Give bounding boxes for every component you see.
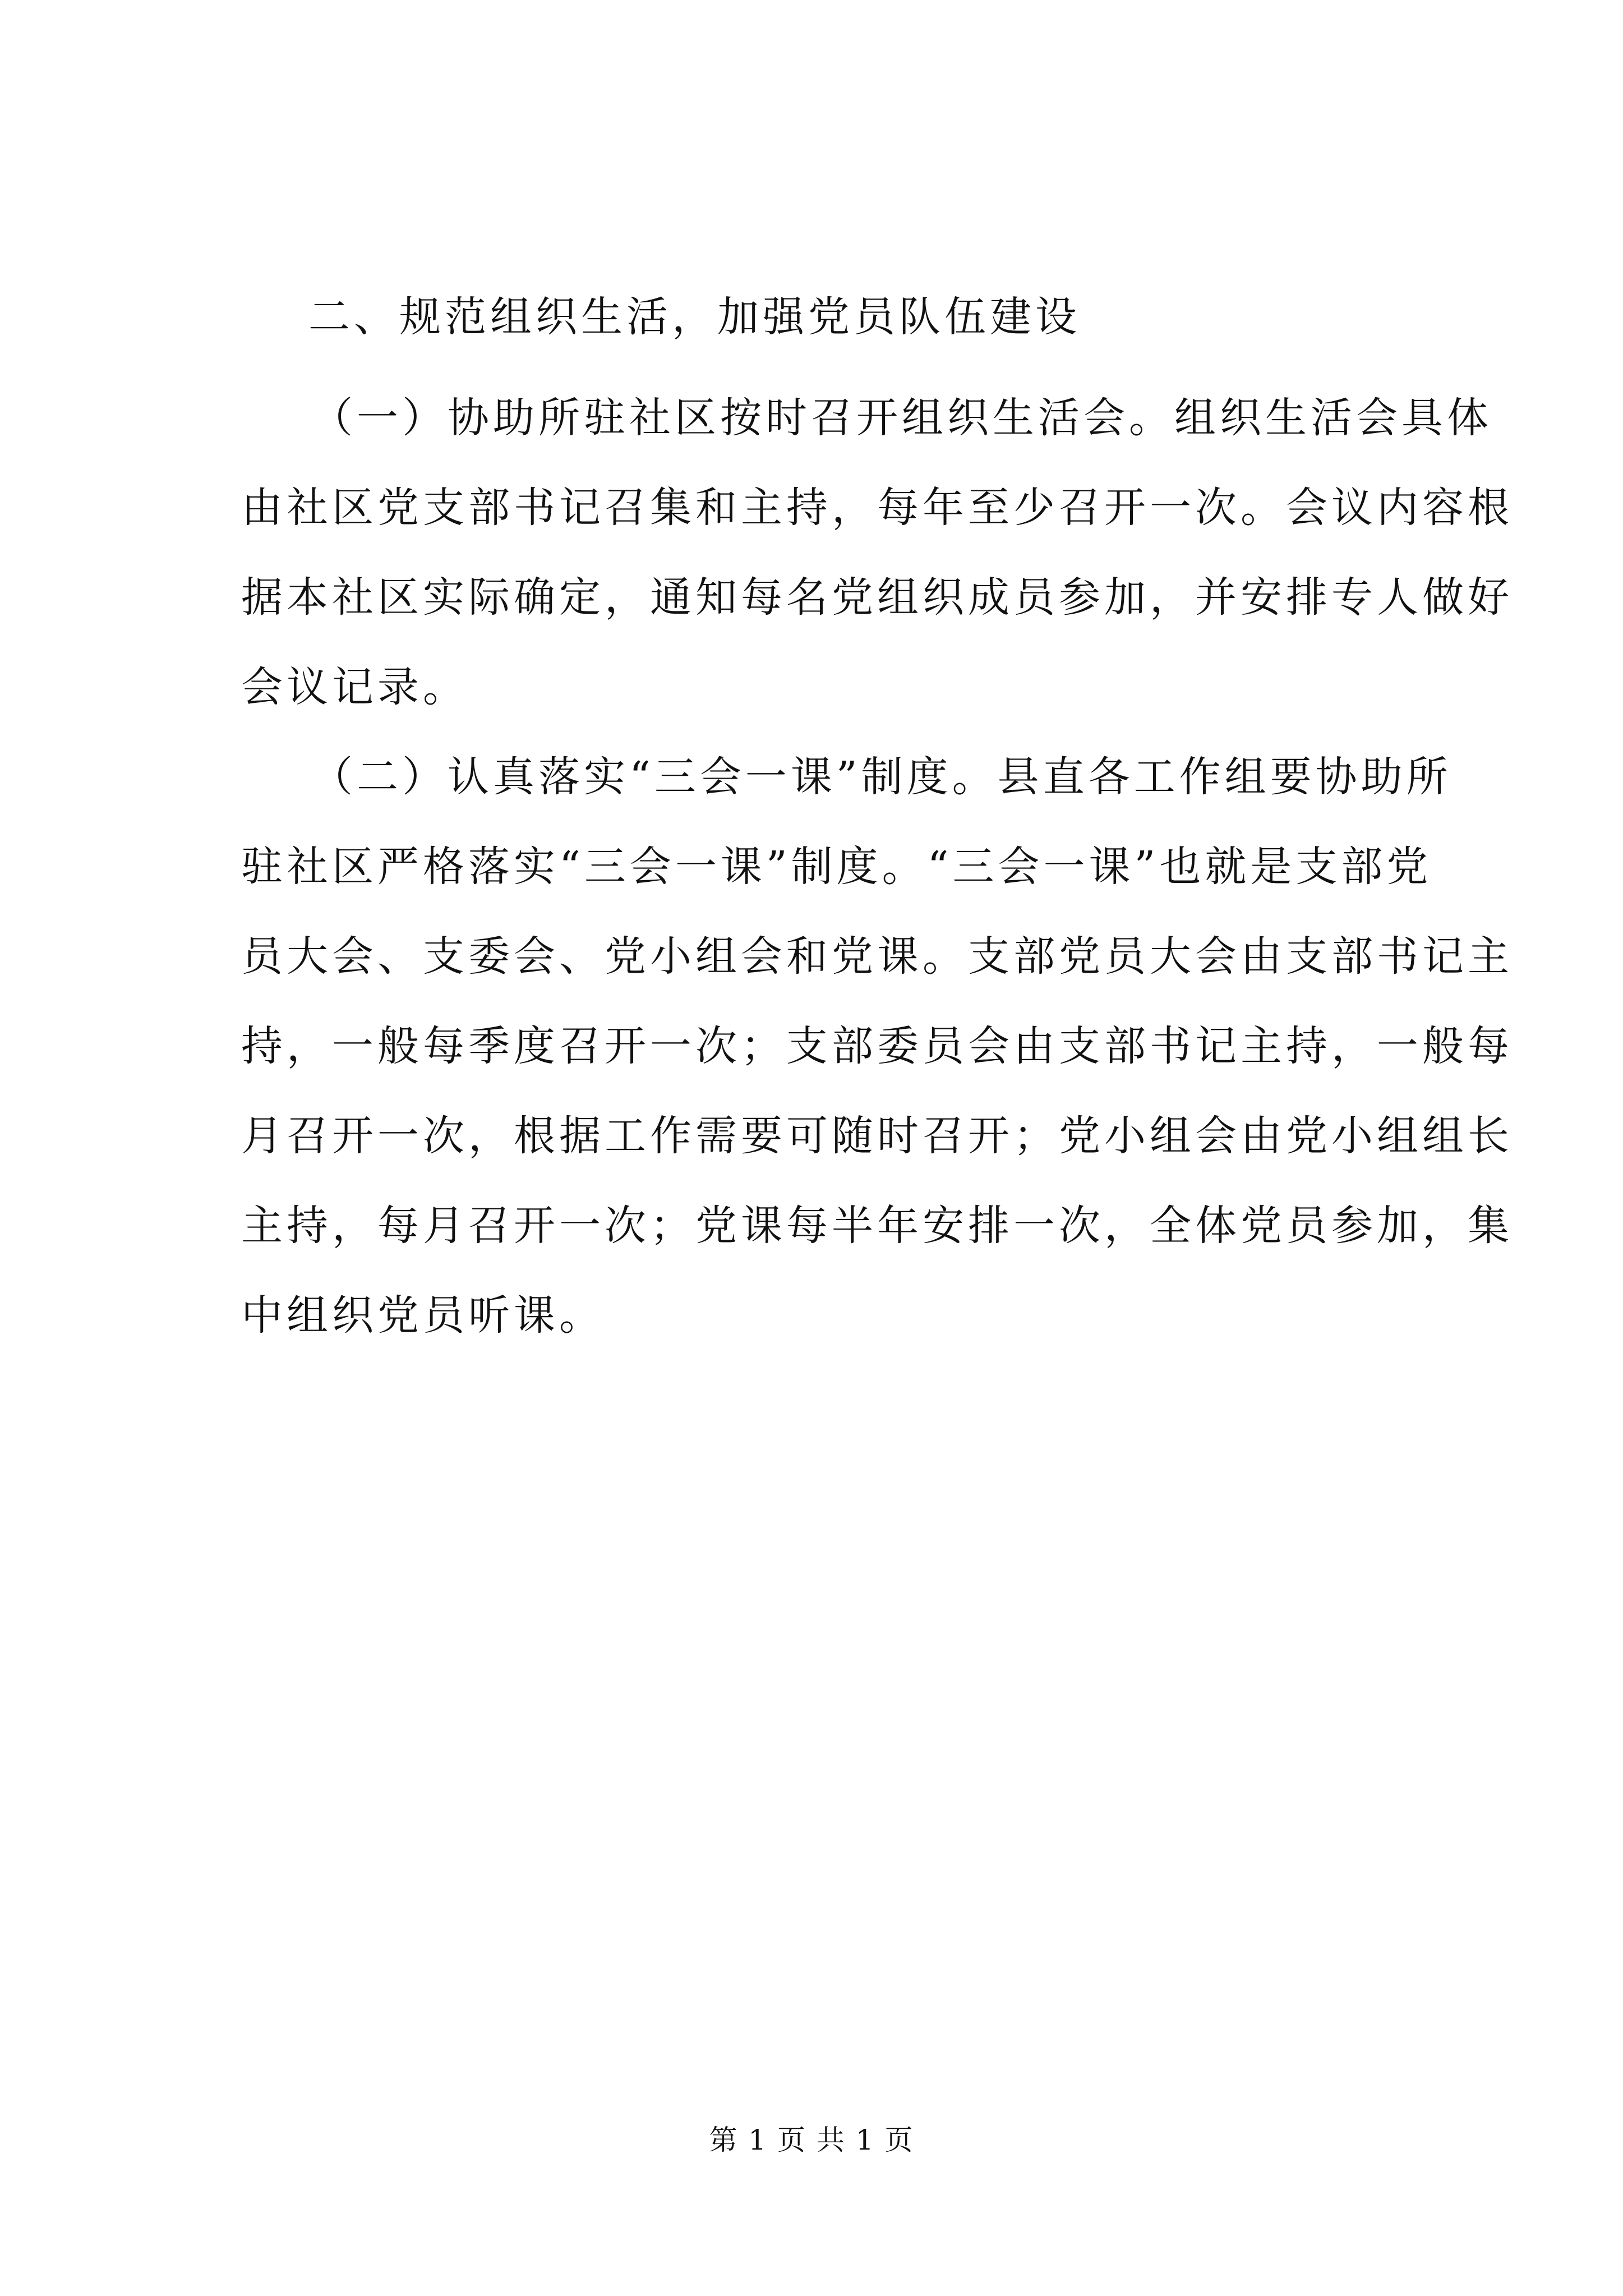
paragraph-1-line-3: 据本社区实际确定，通知每名党组织成员参加，并安排专人做好 — [241, 573, 1513, 622]
paragraph-2-line-4: 持，一般每季度召开一次；支部委员会由支部书记主持，一般每 — [241, 1022, 1513, 1070]
page-number-footer: 第 1 页 共 1 页 — [709, 2124, 914, 2156]
paragraph-2-line-5: 月召开一次，根据工作需要可随时召开；党小组会由党小组组长 — [241, 1112, 1513, 1160]
paragraph-2-line-7: 中组织党员听课。 — [241, 1291, 605, 1340]
paragraph-2-line-2: 驻社区严格落实“三会一课”制度。“三会一课”也就是支部党 — [241, 843, 1432, 891]
section-heading: 二、规范组织生活，加强党员队伍建设 — [308, 293, 1081, 341]
paragraph-1-line-4: 会议记录。 — [241, 663, 468, 711]
paragraph-2-line-3: 员大会、支委会、党小组会和党课。支部党员大会由支部书记主 — [241, 932, 1513, 981]
paragraph-2-line-1: （二）认真落实“三会一课”制度。县直各工作组要协助所 — [311, 753, 1452, 801]
paragraph-2-line-6: 主持，每月召开一次；党课每半年安排一次，全体党员参加，集 — [241, 1202, 1513, 1250]
paragraph-1-line-2: 由社区党支部书记召集和主持，每年至少召开一次。会议内容根 — [241, 484, 1513, 532]
paragraph-1-line-1: （一）协助所驻社区按时召开组织生活会。组织生活会具体 — [311, 394, 1492, 442]
